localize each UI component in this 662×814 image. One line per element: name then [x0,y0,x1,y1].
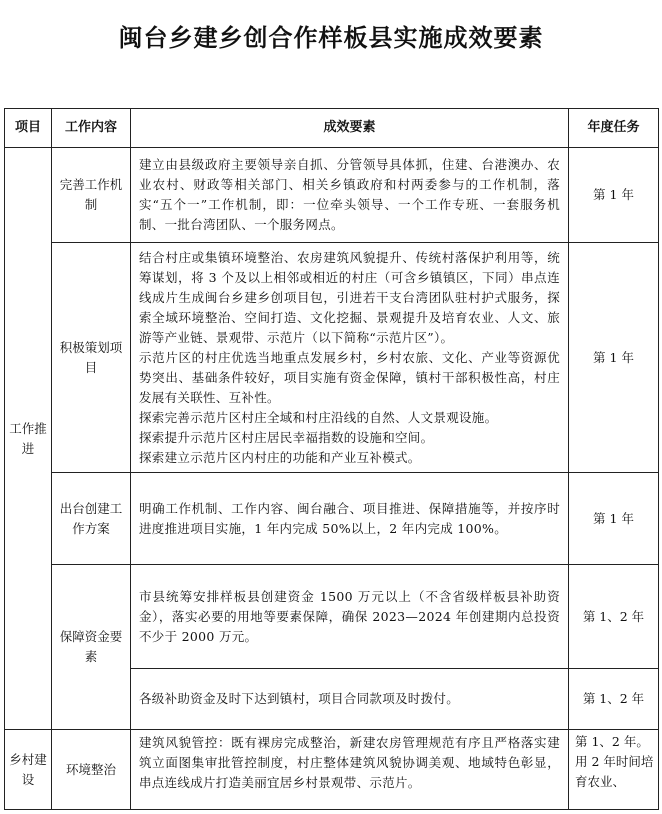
elements-text: 结合村庄或集镇环境整治、农房建筑风貌提升、传统村落保护利用等，统筹谋划，将 3 个及以上相邻或相近的村庄（可含乡镇镇区，下同）串点连线成片生成闽台乡建乡创项目包，引进若干支台湾团队驻村护式服务，探索全域环境整治、空间打造、文化挖掘、景观提升及培育农业、人文、旅游等产业链、景观带、示范片（以下简称“示范片区”）。 [139,249,560,345]
elements-cell [131,148,569,243]
header-project: 项目 [5,109,52,148]
elements-table [4,108,659,810]
elements-text: 建立由县级政府主要领导亲自抓、分管领导具体抓，住建、台港澳办、农业农村、财政等相关部门、相关乡镇政府和村两委参与的工作机制，落实“五个一”工作机制，即：一位牵头领导、一个工作专班、一套服务机制、一批台湾团队、一个服务网点。 [139,157,560,232]
project-work-advance: 工作推进 [5,148,52,730]
elements-text: 市县统筹安排样板县创建资金 1500 万元以上（不含省级样板县补助资金），落实必要的用地等要素保障，确保 2023—2024 年创建期内总投资不少于 2000 万元。 [139,588,560,644]
task-cell: 第 1、2 年 [569,669,659,730]
page-title: 闽台乡建乡创合作样板县实施成效要素 [118,24,544,52]
header-work: 工作内容 [52,109,131,148]
task-cell: 第 1 年 [569,148,659,243]
header-task: 年度任务 [569,109,659,148]
elements-text: 探索建立示范片区内村庄的功能和产业互补模式。 [139,449,421,465]
task-cell: 第 1、2 年 [569,565,659,669]
table-row [5,148,659,243]
elements-cell [131,565,569,669]
project-rural-build: 乡村建设 [5,730,52,810]
table-row [5,565,659,669]
elements-cell [131,243,569,473]
elements-text: 各级补助资金及时下达到镇村，项目合同款项及时拨付。 [139,691,460,706]
table-row [5,473,659,565]
work-item: 积极策划项目 [52,243,131,473]
elements-text: 探索完善示范片区村庄全域和村庄沿线的自然、人文景观设施。 [139,409,498,425]
work-item: 出台创建工作方案 [52,473,131,565]
elements-text: 明确工作机制、工作内容、闽台融合、项目推进、保障措施等，并按序时进度推进项目实施，1 年内完成 50%以上，2 年内完成 100%。 [139,500,560,536]
elements-cell [131,473,569,565]
work-item: 完善工作机制 [52,148,131,243]
work-item: 保障资金要素 [52,565,131,730]
task-cell: 第 1、2 年。用 2 年时间培育农业、 [569,730,659,810]
table-row [5,243,659,473]
elements-text: 建筑风貌管控：既有裸房完成整治，新建农房管理规范有序且严格落实建筑立面图集审批管控制度，村庄整体建筑风貌协调美观、地域特色彰显，串点连线成片打造美丽宜居乡村景观带、示范片。 [139,735,560,790]
elements-text: 探索提升示范片区村庄居民幸福指数的设施和空间。 [139,429,434,445]
task-cell: 第 1 年 [569,243,659,473]
elements-cell [131,730,569,810]
task-cell: 第 1 年 [569,473,659,565]
table-row [5,730,659,810]
header-elements: 成效要素 [131,109,569,148]
work-item: 环境整治 [52,730,131,810]
elements-text: 示范片区的村庄优选当地重点发展乡村，乡村农旅、文化、产业等资源优势突出、基础条件较好，项目实施有资金保障，镇村干部积极性高，村庄发展有关联性、互补性。 [139,349,560,405]
table-header-row [5,109,659,148]
elements-cell [131,669,569,730]
